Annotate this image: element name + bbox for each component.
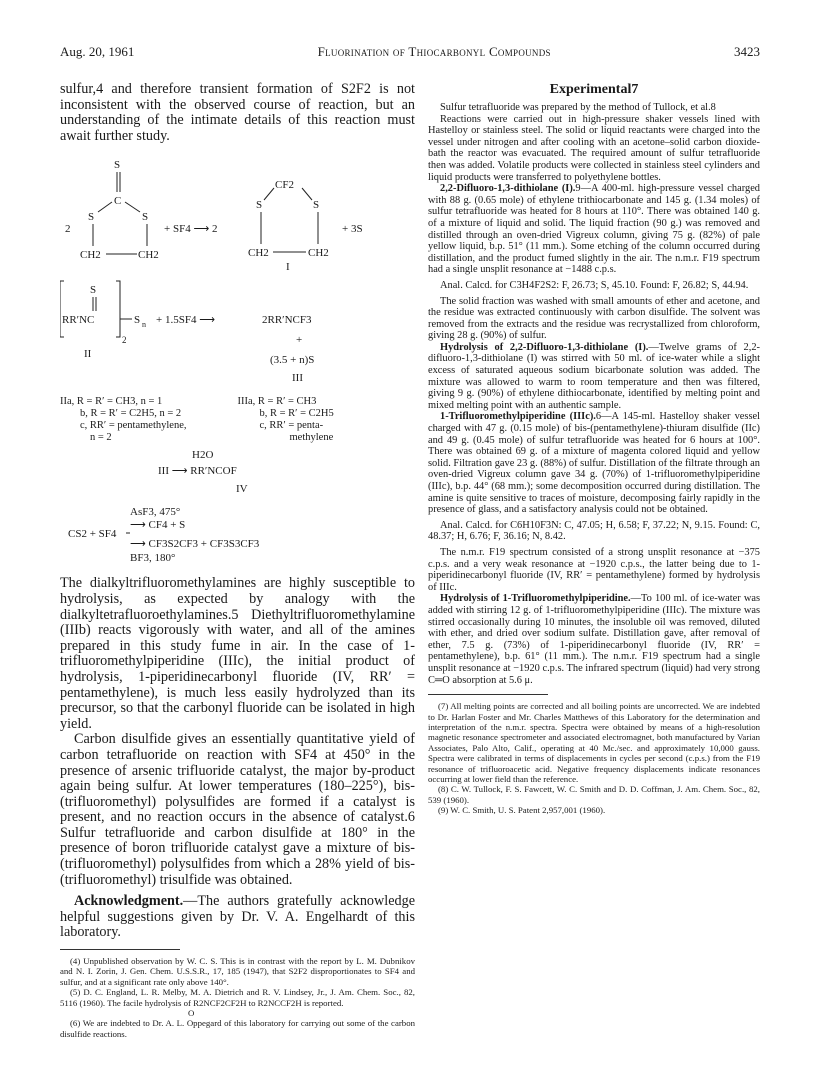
header-date: Aug. 20, 1961 [60, 44, 135, 59]
ii-sn: S [134, 314, 141, 327]
thiuram-reaction-svg [60, 275, 415, 387]
label-IIc: c, RR′ = pentamethylene, [80, 420, 187, 432]
exp-p5 [428, 342, 760, 412]
exp-p6-head: 1-Trifluoromethylpiperidine (IIIc). [440, 411, 596, 423]
exp-p3-head: 2,2-Difluoro-1,3-dithiolane (I). [440, 183, 576, 195]
label-IIIb: b, R = R′ = C2H5 [259, 408, 334, 420]
header-title: Fluorination of Thiocarbonyl Compounds [317, 44, 551, 59]
thione-s: S [114, 159, 121, 172]
ch2-right: CH2 [138, 249, 159, 262]
labels-II [60, 396, 238, 444]
dithiolane-reaction-svg [60, 150, 415, 270]
prod-ch2-left: CH2 [248, 247, 269, 260]
experimental-heading: Experimental7 [549, 82, 639, 97]
label-IIIc: c, RR′ = penta- [259, 420, 324, 432]
label-IIc-n: n = 2 [90, 432, 112, 444]
hydrolysis-paragraph: The dialkyltrifluoromethylamines are highly susceptible to hydrolysis, as expected by analogy with the dialkyltetrafluoroethylamines.5 Diethyltrifluoromethylamine (IIIb) reacts vigorously with water, and all of the amines prepared in this study fume in air. In the case of 1-trifluoromethylpiperidine (IIIc), the initial product of hydrolysis, 1-piperidinecarbonyl fluoride (IV, RR′ = pentamethylene), is much less easily hydrolyzed than its precursor, so that the carbonyl fluoride can be isolated in high yield. [60, 575, 415, 732]
ack-heading: Acknowledgment. [74, 893, 184, 910]
exp-p1: Sulfur tetrafluoride was prepared by the method of Tullock, et al.8 [440, 102, 716, 113]
prod-s-left: S [256, 199, 263, 212]
ring-s-left: S [88, 211, 95, 224]
cf2-group: CF2 [275, 179, 294, 192]
exp-p8-head: Hydrolysis of 1-Trifluoromethylpiperidine. [440, 593, 631, 605]
ii-subscript-2: 2 [122, 335, 127, 346]
bf3-catalyst: BF3, 180° [130, 552, 176, 565]
cf4-s: ⟶ CF4 + S [130, 519, 186, 532]
labels-III [238, 396, 416, 444]
footnote-4: (4) Unpublished observation by W. C. S. This is in contrast with the report by L. M. Dubnikov and N. I. Zorin, J. Gen. Chem. U.S.S.R., 17, 185 (1947), that S2F2 disproportionates to SF4 and sulfur, and at a significant rate only above 140°. [60, 956, 415, 987]
prod-s-right: S [313, 199, 320, 212]
exp-p7: The n.m.r. F19 spectrum consisted of a strong unsplit resonance at −375 c.p.s. and a very weak resonance at −1920 c.p.s., the latter being due to 1-piperidinecarbonyl fluoride (IV, RR′ = pentamethylene) formed by hydrolysis of IIIc. [428, 546, 760, 593]
footnote-rule [60, 949, 180, 950]
anal-1: Anal. Calcd. for C3H4F2S2: F, 26.73; S, 45.10. Found: F, 26.82; S, 44.94. [440, 279, 749, 291]
exp-p2: Reactions were carried out in high-pressure shaker vessels lined with Hastelloy or stainless steel. The solid or liquid reactants were charged into the vessel under nitrogen and after cooling with an acetone–solid carbon dioxide-bath the reactor was evacuated. The required amount of sulfur tetrafluoride then was added. Volatile products were collected in stainless steel cylinders and liquid products were transferred to polyethylene bottles. [428, 113, 760, 183]
ring-s-right: S [142, 211, 149, 224]
label-III: III [292, 372, 303, 385]
cf3-polysulfides: ⟶ CF3S2CF3 + CF3S3CF3 [130, 538, 260, 551]
footnote-7: (7) All melting points are corrected and all boiling points are uncorrected. We are indebted to Dr. Harlan Foster and Mr. Charles Matthews of this Laboratory for the determination and interpretation of the n.m.r. spectra. Spectra were obtained by means of a high-resolution magnetic resonance spectrometer and associated electromagnet, both manufactured by Varian Associates, Palo Alto, Calif., operating at 40 Mc./sec. and approximately 10,000 gauss. Spectra were calibrated in terms of displacements in cycles per second (c.p.s.) from the F19 resonance of trifluoroacetic acid. Negative frequency displacements indicate resonances occurring at lower field than the reference. [428, 701, 760, 784]
exp-p6-body: 6—A 145-ml. Hastelloy shaker vessel charged with 47 g. (0.15 mole) of bis-(pentamethylene)-thiuram disulfide (IIc) and 49 g. (0.45 mole) of sulfur tetrafluoride was heated for 6 hours at 100°. There was obtained 69 g. of a mixture of magenta colored liquid and yellow solid. Filtration gave 23 g. (88%) of sulfur. Distillation of the filtrate through an oven-dried Vigreux column gave 34 g. (70%) of 1-trifluoromethylpiperidine (IIIc), b.p. 44° (68 mm.); some decomposition occurred during distillation. The amine is quite sensitive to traces of moisture, decomposing fairly rapidly in the presence of glass, and a satisfactory analysis could not be obtained. [428, 411, 761, 516]
h2o-reagent: H2O [192, 449, 214, 462]
compound-labels [60, 396, 415, 444]
footnote-rule-right [428, 694, 548, 695]
ring-carbon: C [114, 195, 122, 208]
ii-subscript-n: n [142, 320, 146, 330]
acknowledgment [60, 894, 415, 941]
iii-hydrolysis: III ⟶ RR′NCOF [158, 465, 237, 478]
label-IIb: b, R = R′ = C2H5, n = 2 [80, 408, 182, 420]
ii-rrnc: RR′NC [62, 314, 95, 327]
anal-2: Anal. Calcd. for C6H10F3N: C, 47.05; H, 6.58; F, 37.22; N, 9.15. Found: C, 48.37; H, 6.76; F, 36.16; N, 8.42. [428, 519, 760, 543]
cs2-sf4: CS2 + SF4 [68, 528, 117, 541]
right-column [428, 82, 760, 816]
footnote-5: (5) D. C. England, L. R. Melby, M. A. Dietrich and R. V. Lindsey, Jr., J. Am. Chem. Soc., 82, 5116 (1960). The facile hydrolysis of R2NCF2CF2H to R2NCCF2H is reported. [60, 987, 415, 1008]
label-IV: IV [236, 483, 248, 496]
left-column [60, 82, 415, 1039]
plus-sign: + [296, 334, 303, 347]
carbon-disulfide-paragraph: Carbon disulfide gives an essentially quantitative yield of carbon tetrafluoride on reaction with SF4 at 450° in the presence of arsenic trifluoride catalyst, the major by-product again being sulfur. At lower temperatures (180–225°), bis-(trifluoromethyl) polysulfides are formed if a catalyst is present, and no reaction occurs in the absence of catalyst.6 Sulfur tetrafluoride and carbon disulfide at 180° in the presence of boron trifluoride catalyst gave a mixture of bis-(trifluoromethyl) polysulfides from which a 28% yield of bis-(trifluoromethyl) trisulfide was obtained. [60, 731, 415, 888]
exp-p8-body: —To 100 ml. of ice-water was added with stirring 12 g. of 1-trifluoromethylpiperidine (IIIc). The mixture was stirred occasionally during 10 minutes, the insoluble oil was removed, diluted with ether, and dried over sodium sulfate. Distillation gave, after removal of ether, 7.5 g. (73%) of 1-piperidinecarbonyl fluoride (IV, RR′ = pentamethylene), b.p. 61° (11 mm.). The n.m.r. F19 spectrum had a single unsplit resonance at −1920 c.p.s. The infrared spectrum (liquid) had very strong C═O absorption at 5.6 μ. [428, 593, 760, 686]
exp-p3-body: 9—A 400-ml. high-pressure vessel charged with 88 g. (0.65 mole) of ethylene trithiocarbonate and 145 g. (1.34 moles) of sulfur tetrafluoride was heated for 8 hours at 110°. There was obtained 140 g. of a mixture of liquid and solid. The liquid fraction (90 g.) was removed and distilled through an oven-dried Vigreux column, giving 75 g. (82%) of pale yellow liquid, b.p. 51° (11 mm.). Some etching of the column occurred during distillation, and the product fumed slightly in the air. The n.m.r. F19 spectrum had a single unsplit resonance at −1488 c.p.s. [428, 183, 760, 276]
footnote-9: (9) W. C. Smith, U. S. Patent 2,957,001 (1960). [438, 805, 606, 816]
label-IIIc-cont: methylene [289, 432, 334, 444]
exp-p3 [428, 183, 760, 276]
ii-thione-s: S [90, 284, 97, 297]
prod-ch2-right: CH2 [308, 247, 329, 260]
plus-3s: + 3S [342, 223, 363, 236]
footnote-8: (8) C. W. Tullock, F. S. Fawcett, W. C. Smith and D. D. Coffman, J. Am. Chem. Soc., 82, 539 (1960). [428, 784, 760, 805]
plus-15sf4-arrow: + 1.5SF4 ⟶ [156, 314, 215, 327]
intro-paragraph: sulfur,4 and therefore transient formation of S2F2 is not inconsistent with the observed course of reaction, but an understanding of the intimate details of this reaction must await further study. [60, 81, 415, 144]
label-IIIa: IIIa, R = R′ = CH3 [237, 396, 317, 408]
coef-2: 2 [65, 223, 71, 236]
exp-p5-head: Hydrolysis of 2,2-Difluoro-1,3-dithiolane (I). [440, 341, 649, 353]
reaction-scheme-1 [60, 150, 415, 570]
footnote-6: (6) We are indebted to Dr. A. L. Oppegard of this laboratory for carrying out some of the carbon disulfide reactions. [60, 1018, 415, 1039]
label-II: II [84, 348, 92, 361]
cs2-reaction-svg [60, 501, 415, 565]
plus-sf4-arrow: + SF4 ⟶ 2 [164, 223, 218, 236]
ack-body: —The authors gratefully acknowledge helpful suggestions given by Dr. V. A. Engelhardt of this laboratory. [60, 893, 415, 941]
label-IIa: IIa, R = R′ = CH3, n = 1 [60, 396, 163, 408]
header-page-number: 3423 [734, 44, 760, 59]
hydrolysis-reaction-svg [60, 444, 415, 496]
asf3-catalyst: AsF3, 475° [130, 506, 181, 519]
prod-2rrncf3: 2RR′NCF3 [262, 314, 312, 327]
label-I: I [286, 261, 290, 271]
exp-p4: The solid fraction was washed with small amounts of ether and acetone, and the residue was extracted continuously with carbon disulfide. The solvent was removed from the extracts and the residue was recrystallized from chloroform, giving 28 g. (90%) of sulfur. [428, 295, 760, 342]
exp-p5-body: —Twelve grams of 2,2-difluoro-1,3-dithiolane (I) was stirred with 50 ml. of ice-water while a slight excess of saturated aqueous sodium bicarbonate solution was added. The mixture was allowed to warm to room temperature and then was filtered, giving 9 g. (90%) of ethylene dithiocarbonate, identified by melting point and mixed melting point with an authentic sample. [428, 341, 760, 411]
ch2-left: CH2 [80, 249, 101, 262]
exp-p8 [428, 593, 760, 686]
page-header [60, 44, 760, 64]
exp-p6 [428, 411, 760, 515]
sulfur-amount: (3.5 + n)S [270, 354, 315, 367]
footnote-5-oxygen: O [188, 1008, 195, 1019]
